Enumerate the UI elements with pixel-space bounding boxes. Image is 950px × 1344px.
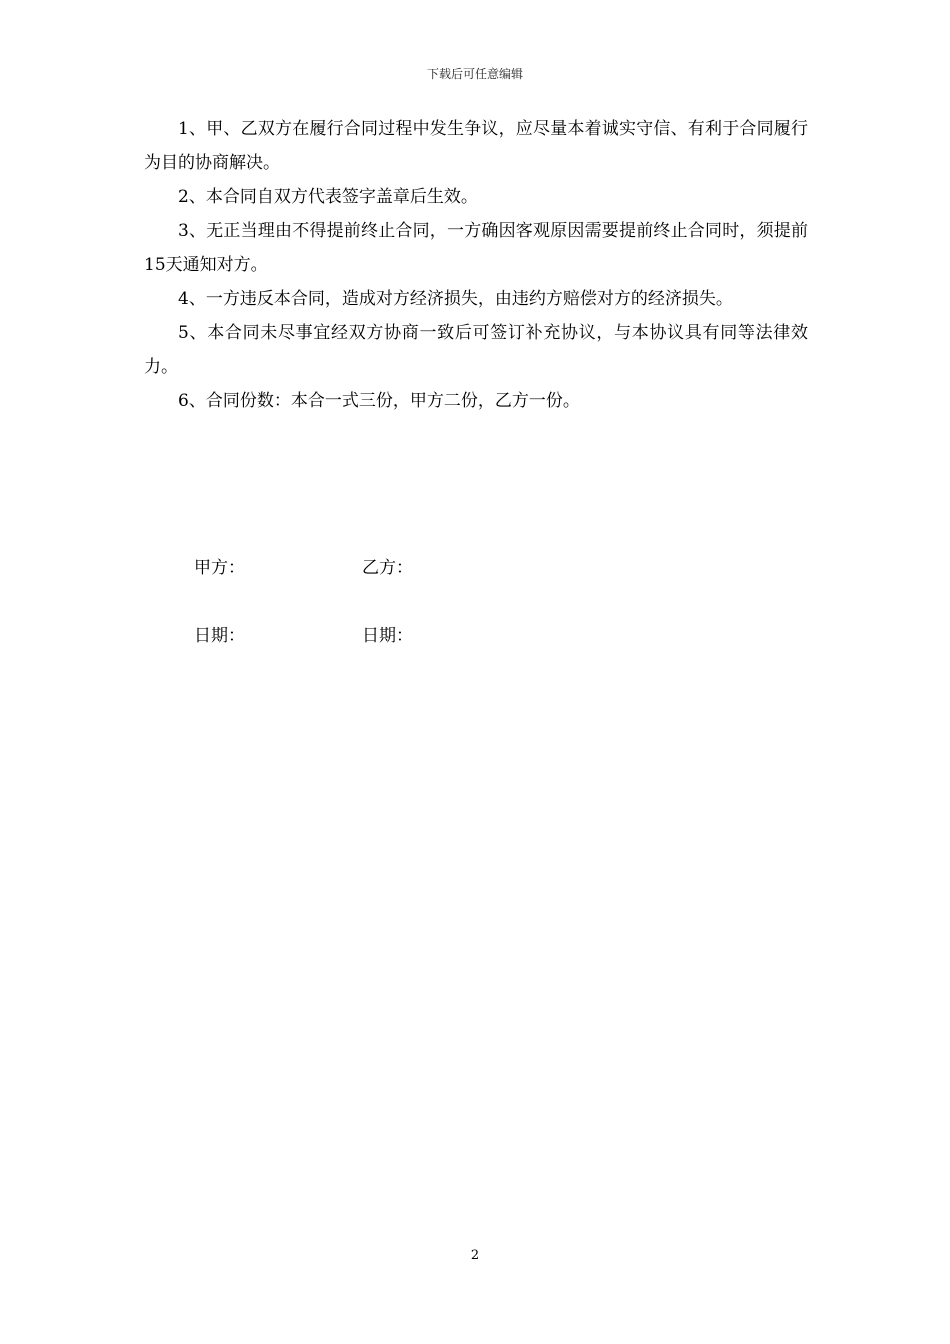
page-number: 2 [470,1248,480,1263]
date-a-label: 日期： [194,626,245,646]
clause-5: 5、本合同未尽事宜经双方协商一致后可签订补充协议，与本协议具有同等法律效力。 [144,323,808,377]
clause-2: 2、本合同自双方代表签字盖章后生效。 [178,187,478,207]
party-b-label: 乙方： [362,558,413,578]
page-header: 下载后可任意编辑 [426,67,523,81]
clause-1: 1、甲、乙双方在履行合同过程中发生争议，应尽量本着诚实守信、有利于合同履行为目的协商解决。 [144,119,808,173]
clause-4: 4、一方违反本合同，造成对方经济损失，由违约方赔偿对方的经济损失。 [178,289,733,309]
date-b-label: 日期： [362,626,413,646]
party-a-label: 甲方： [194,558,245,578]
clause-6: 6、合同份数：本合一式三份，甲方二份，乙方一份。 [178,391,580,411]
signature-date-row [194,624,413,648]
clause-3: 3、无正当理由不得提前终止合同，一方确因客观原因需要提前终止合同时，须提前15天通知对方。 [144,221,808,275]
signature-party-row [194,556,413,580]
contract-clauses [144,112,808,418]
